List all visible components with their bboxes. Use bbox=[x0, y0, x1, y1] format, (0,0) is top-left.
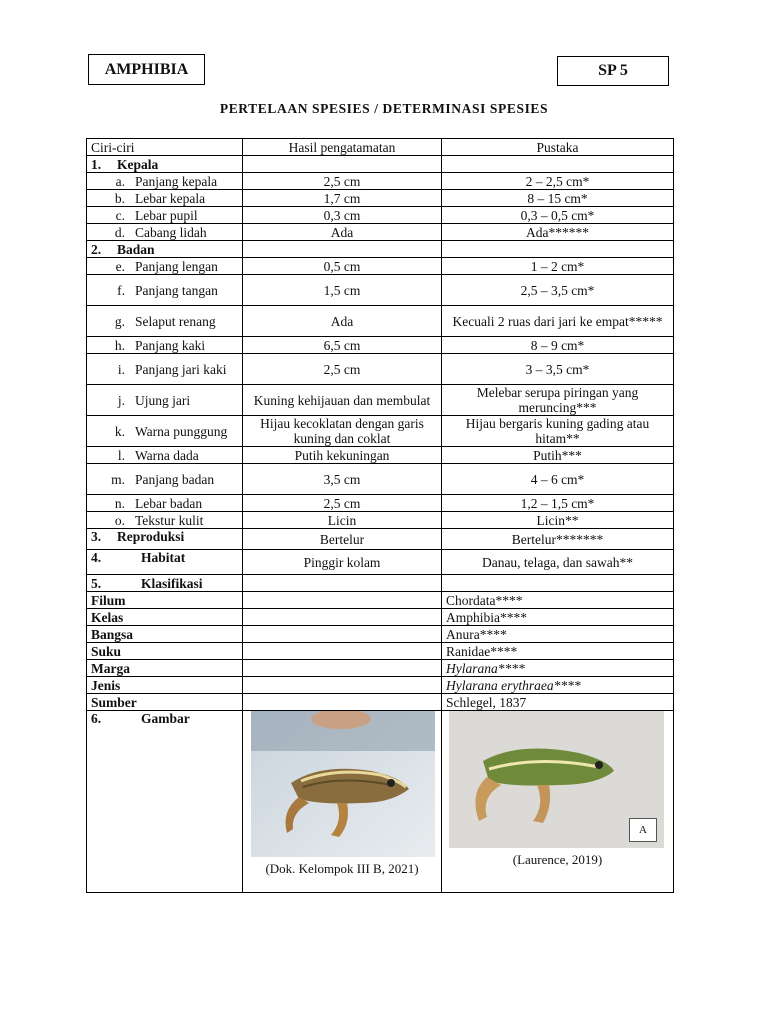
trait-cell bbox=[87, 173, 243, 190]
trait-label: Panjang kepala bbox=[135, 173, 218, 189]
trait-letter: a. bbox=[115, 173, 125, 189]
classification-value: Hylarana**** bbox=[442, 660, 674, 677]
table-row bbox=[87, 258, 674, 275]
reference-value: Ada****** bbox=[442, 224, 674, 241]
section-row-klasifikasi bbox=[87, 575, 674, 592]
observation-value: 0,5 cm bbox=[243, 258, 442, 275]
reference-value: Bertelur******* bbox=[442, 529, 674, 550]
reference-value: 8 – 15 cm* bbox=[442, 190, 674, 207]
trait-label: Panjang lengan bbox=[135, 258, 218, 274]
table-row bbox=[87, 275, 674, 306]
classification-value: Chordata**** bbox=[442, 592, 674, 609]
classification-rank: Marga bbox=[87, 660, 243, 677]
classification-row bbox=[87, 592, 674, 609]
reference-value: 8 – 9 cm* bbox=[442, 337, 674, 354]
trait-label: Ujung jari bbox=[135, 392, 191, 408]
frog-photo-reference bbox=[449, 711, 665, 848]
classification-value: Anura**** bbox=[442, 626, 674, 643]
reference-value: Licin** bbox=[442, 512, 674, 529]
reference-value: Putih*** bbox=[442, 447, 674, 464]
observation-value: Ada bbox=[243, 224, 442, 241]
observation-value: 1,5 cm bbox=[243, 275, 442, 306]
trait-cell bbox=[87, 416, 243, 447]
reference-value: 1 – 2 cm* bbox=[442, 258, 674, 275]
classification-rank: Filum bbox=[87, 592, 243, 609]
frog-photo-observation bbox=[251, 711, 435, 857]
section-label: 3. Reproduksi bbox=[87, 529, 243, 550]
observation-value: 3,5 cm bbox=[243, 464, 442, 495]
reference-value: Hijau bergaris kuning gading atau hitam** bbox=[442, 416, 674, 447]
col-header-pustaka: Pustaka bbox=[442, 139, 674, 156]
reference-value: 0,3 – 0,5 cm* bbox=[442, 207, 674, 224]
section-row-badan bbox=[87, 241, 674, 258]
photo-cell-observation bbox=[243, 711, 442, 893]
reference-value: 3 – 3,5 cm* bbox=[442, 354, 674, 385]
trait-letter: f. bbox=[117, 282, 125, 298]
classification-rank: Kelas bbox=[87, 609, 243, 626]
table-row bbox=[87, 207, 674, 224]
classification-value: Hylarana erythraea**** bbox=[442, 677, 674, 694]
trait-label: Panjang tangan bbox=[135, 282, 218, 298]
photo-cell-reference bbox=[442, 711, 674, 893]
trait-cell bbox=[87, 224, 243, 241]
reference-value: Kecuali 2 ruas dari jari ke empat***** bbox=[442, 306, 674, 337]
reference-value: 2,5 – 3,5 cm* bbox=[442, 275, 674, 306]
trait-letter: i. bbox=[117, 361, 125, 377]
table-row bbox=[87, 512, 674, 529]
trait-label: Tekstur kulit bbox=[135, 512, 204, 528]
section-row-kepala bbox=[87, 156, 674, 173]
reference-value: 1,2 – 1,5 cm* bbox=[442, 495, 674, 512]
photo-caption-observation: (Dok. Kelompok III B, 2021) bbox=[265, 861, 419, 876]
photo-caption-reference: (Laurence, 2019) bbox=[512, 852, 603, 867]
trait-cell bbox=[87, 258, 243, 275]
classification-rank: Bangsa bbox=[87, 626, 243, 643]
trait-cell bbox=[87, 207, 243, 224]
trait-label: Panjang jari kaki bbox=[135, 361, 227, 377]
reference-value: Danau, telaga, dan sawah** bbox=[442, 550, 674, 575]
trait-label: Panjang kaki bbox=[135, 337, 206, 353]
trait-cell bbox=[87, 354, 243, 385]
trait-letter: e. bbox=[115, 258, 125, 274]
section-label: 4. Habitat bbox=[87, 550, 243, 575]
observation-value: Bertelur bbox=[243, 529, 442, 550]
trait-label: Warna punggung bbox=[135, 423, 228, 439]
trait-letter: c. bbox=[115, 207, 125, 223]
trait-cell bbox=[87, 512, 243, 529]
document-title: PERTELAAN SPESIES / DETERMINASI SPESIES bbox=[219, 101, 549, 116]
table-row bbox=[87, 495, 674, 512]
reference-value: 2 – 2,5 cm* bbox=[442, 173, 674, 190]
table-row bbox=[87, 173, 674, 190]
trait-label: Panjang badan bbox=[135, 471, 215, 487]
trait-cell bbox=[87, 190, 243, 207]
classification-row bbox=[87, 694, 674, 711]
trait-letter: l. bbox=[117, 447, 125, 463]
trait-letter: n. bbox=[114, 495, 125, 511]
section-row-habitat bbox=[87, 550, 674, 575]
table-row bbox=[87, 464, 674, 495]
table-row bbox=[87, 385, 674, 416]
classification-row bbox=[87, 660, 674, 677]
trait-letter: d. bbox=[114, 224, 125, 240]
table-header-row bbox=[87, 139, 674, 156]
trait-letter: h. bbox=[114, 337, 125, 353]
section-label: 2. Badan bbox=[87, 241, 243, 258]
trait-cell bbox=[87, 447, 243, 464]
section-row-reproduksi bbox=[87, 529, 674, 550]
observation-value: 2,5 cm bbox=[243, 495, 442, 512]
amphibia-label: AMPHIBIA bbox=[88, 54, 205, 85]
observation-value: Putih kekuningan bbox=[243, 447, 442, 464]
section-row-gambar bbox=[87, 711, 674, 893]
table-row bbox=[87, 224, 674, 241]
trait-label: Selaput renang bbox=[135, 313, 216, 329]
trait-cell bbox=[87, 385, 243, 416]
section-label: 5. Klasifikasi bbox=[87, 575, 243, 592]
table-row bbox=[87, 354, 674, 385]
classification-rank: Suku bbox=[87, 643, 243, 660]
table-row bbox=[87, 190, 674, 207]
observation-value: 1,7 cm bbox=[243, 190, 442, 207]
observation-value: 2,5 cm bbox=[243, 354, 442, 385]
classification-value: Schlegel, 1837 bbox=[442, 694, 674, 711]
reference-value: Melebar serupa piringan yang meruncing*** bbox=[442, 385, 674, 416]
trait-label: Warna dada bbox=[135, 447, 199, 463]
trait-cell bbox=[87, 337, 243, 354]
trait-label: Lebar pupil bbox=[135, 207, 198, 223]
table-row bbox=[87, 447, 674, 464]
trait-label: Cabang lidah bbox=[135, 224, 207, 240]
trait-letter: g. bbox=[114, 313, 125, 329]
trait-letter: j. bbox=[117, 392, 125, 408]
trait-letter: m. bbox=[111, 471, 125, 487]
classification-rank: Jenis bbox=[87, 677, 243, 694]
classification-rank: Sumber bbox=[87, 694, 243, 711]
classification-row bbox=[87, 643, 674, 660]
figure-label-badge: A bbox=[629, 818, 657, 842]
species-code-label: SP 5 bbox=[557, 56, 669, 86]
table-row bbox=[87, 337, 674, 354]
trait-cell bbox=[87, 275, 243, 306]
trait-cell bbox=[87, 306, 243, 337]
trait-letter: o. bbox=[114, 512, 125, 528]
observation-value: 6,5 cm bbox=[243, 337, 442, 354]
observation-value: Hijau kecoklatan dengan garis kuning dan coklat bbox=[243, 416, 442, 447]
trait-letter: b. bbox=[114, 190, 125, 206]
table-row bbox=[87, 416, 674, 447]
observation-value: Ada bbox=[243, 306, 442, 337]
trait-cell bbox=[87, 495, 243, 512]
observation-value: 2,5 cm bbox=[243, 173, 442, 190]
trait-cell bbox=[87, 464, 243, 495]
trait-letter: k. bbox=[114, 423, 125, 439]
observation-value: Kuning kehijauan dan membulat bbox=[243, 385, 442, 416]
classification-row bbox=[87, 626, 674, 643]
table-row bbox=[87, 306, 674, 337]
observation-value: Pinggir kolam bbox=[243, 550, 442, 575]
section-label: 6. Gambar bbox=[87, 711, 243, 893]
reference-value: 4 – 6 cm* bbox=[442, 464, 674, 495]
observation-value: 0,3 cm bbox=[243, 207, 442, 224]
trait-label: Lebar kepala bbox=[135, 190, 206, 206]
col-header-ciri: Ciri-ciri bbox=[87, 139, 243, 156]
classification-value: Amphibia**** bbox=[442, 609, 674, 626]
classification-row bbox=[87, 677, 674, 694]
col-header-hasil: Hasil pengatamatan bbox=[243, 139, 442, 156]
section-label: 1. Kepala bbox=[87, 156, 243, 173]
observation-value: Licin bbox=[243, 512, 442, 529]
classification-value: Ranidae**** bbox=[442, 643, 674, 660]
classification-row bbox=[87, 609, 674, 626]
species-table bbox=[86, 138, 674, 893]
trait-label: Lebar badan bbox=[135, 495, 203, 511]
